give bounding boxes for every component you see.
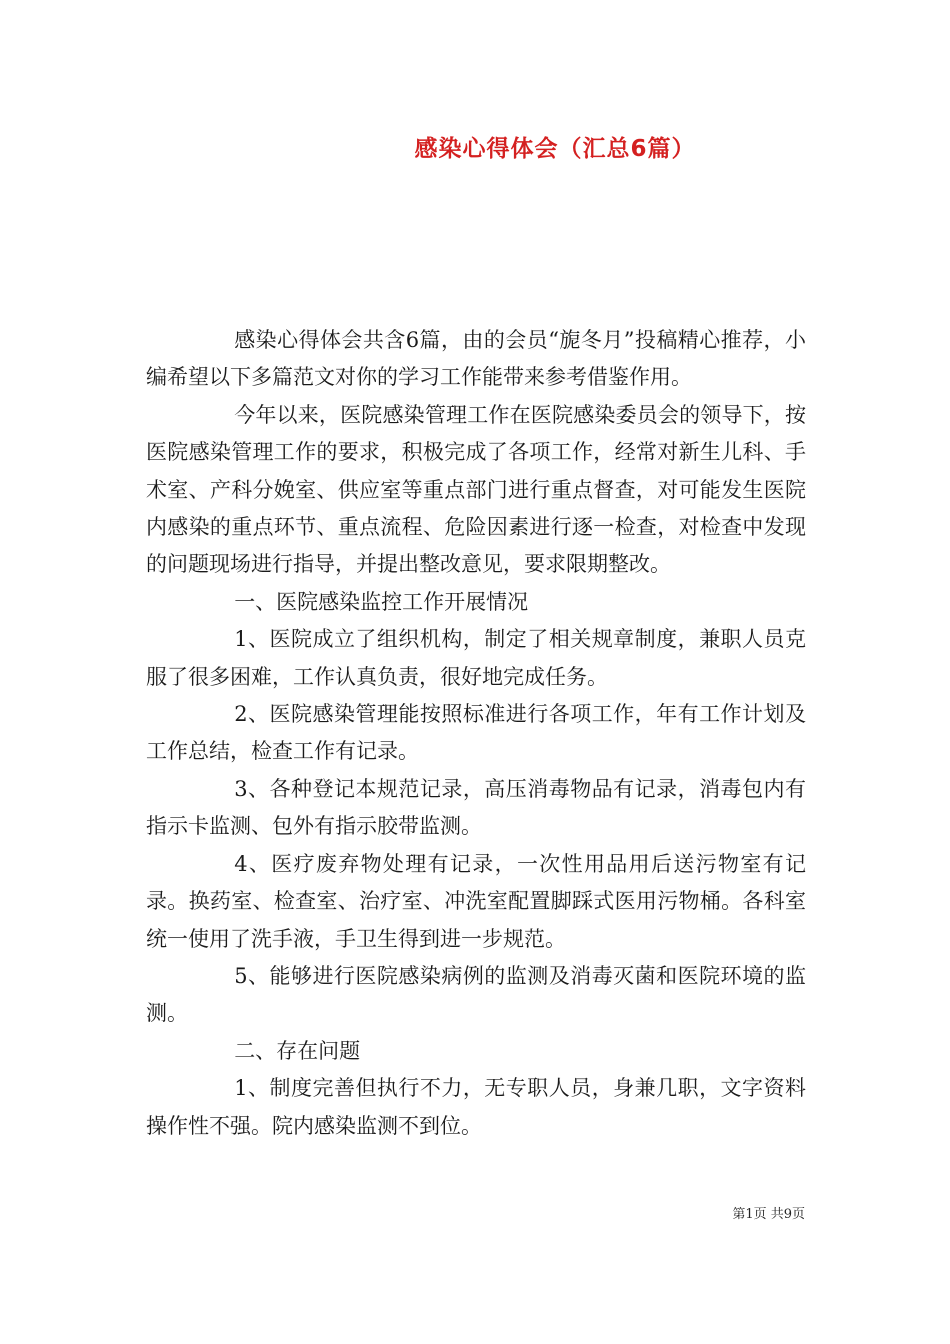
paragraph: 今年以来，医院感染管理工作在医院感染委员会的领导下，按医院感染管理工作的要求，积极完成了各项工作，经常对新生儿科、手术室、产科分娩室、供应室等重点部门进行重点督查，对可能发生医院内感染的重点环节、重点流程、危险因素进行逐一检查，对检查中发现的问题现场进行指导，并提出整改意见，要求限期整改。 <box>146 402 806 577</box>
document-title: 感染心得体会（汇总6篇） <box>414 136 696 162</box>
paragraph: 2、医院感染管理能按照标准进行各项工作，年有工作计划及工作总结，检查工作有记录。 <box>146 702 806 764</box>
page-number: 第1页 共9页 <box>732 1207 805 1222</box>
paragraph: 1、医院成立了组织机构，制定了相关规章制度，兼职人员克服了很多困难，工作认真负责，很好地完成任务。 <box>146 627 806 689</box>
section-heading: 一、医院感染监控工作开展情况 <box>234 589 529 614</box>
document-body <box>146 322 806 1145</box>
paragraph: 4、医疗废弃物处理有记录，一次性用品用后送污物室有记录。换药室、检查室、治疗室、冲洗室配置脚踩式医用污物桶。各科室统一使用了洗手液，手卫生得到进一步规范。 <box>146 851 806 951</box>
section-heading: 二、存在问题 <box>234 1038 361 1063</box>
paragraph: 5、能够进行医院感染病例的监测及消毒灭菌和医院环境的监测。 <box>146 963 806 1026</box>
paragraph: 3、各种登记本规范记录，高压消毒物品有记录，消毒包内有指示卡监测、包外有指示胶带监测。 <box>146 776 806 839</box>
paragraph: 1、制度完善但执行不力，无专职人员，身兼几职，文字资料操作性不强。院内感染监测不到位。 <box>146 1076 806 1138</box>
paragraph: 感染心得体会共含6篇，由的会员“旎冬月”投稿精心推荐，小编希望以下多篇范文对你的学习工作能带来参考借鉴作用。 <box>146 328 806 390</box>
